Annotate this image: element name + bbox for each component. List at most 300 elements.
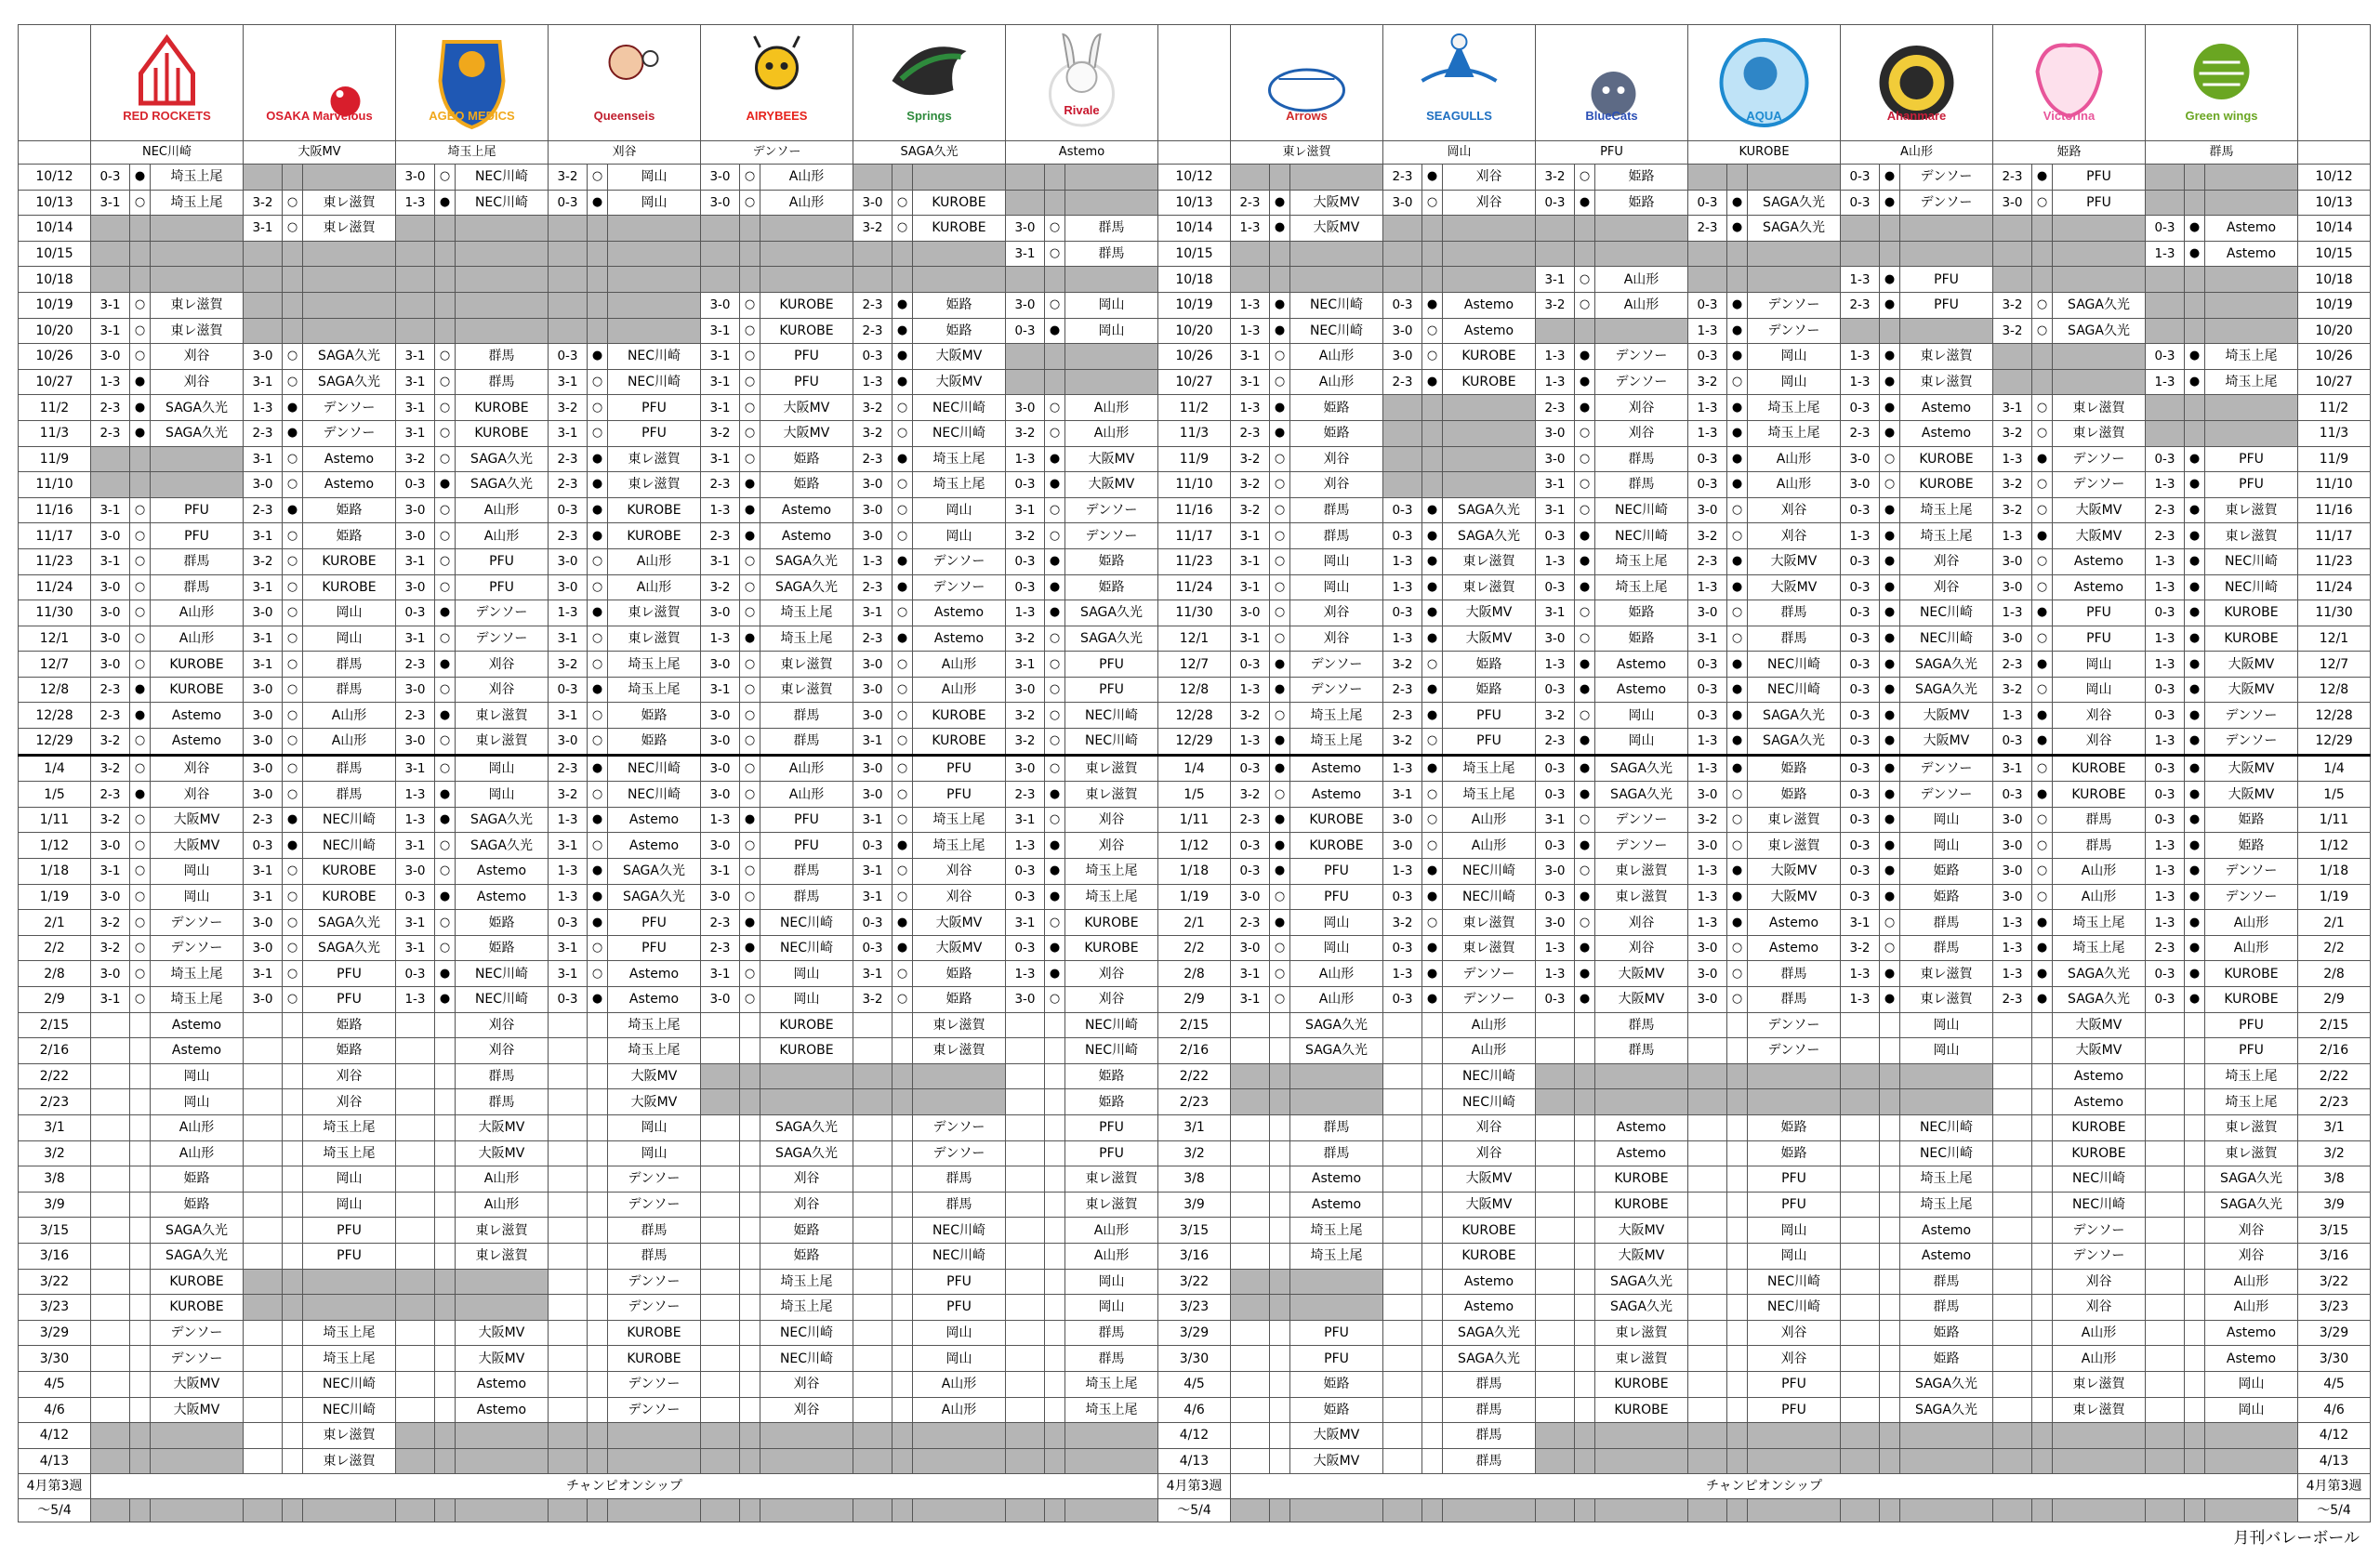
score-cell: 0-3 — [1688, 652, 1727, 678]
score-cell — [1688, 1218, 1727, 1244]
result-mark — [740, 1371, 760, 1397]
result-mark — [130, 1012, 151, 1038]
date-cell: 4/12 — [19, 1423, 91, 1449]
score-cell: 2-3 — [2146, 497, 2185, 523]
blank-cell — [1595, 1063, 1688, 1089]
blank-cell — [1688, 1448, 1727, 1474]
opponent-cell: デンソー — [1065, 497, 1158, 523]
blank-cell — [2185, 165, 2205, 191]
date-cell-mid: 12/28 — [1158, 703, 1231, 729]
result-mark: ○ — [1045, 807, 1065, 833]
result-mark — [1727, 1269, 1748, 1295]
opponent-cell: Astemo — [913, 600, 1006, 626]
result-mark: ● — [1727, 190, 1748, 216]
opponent-cell: 埼玉上尾 — [1900, 1192, 1993, 1218]
result-mark — [740, 1320, 760, 1346]
score-cell — [396, 1063, 435, 1089]
blank-cell — [1595, 1089, 1688, 1115]
opponent-cell: 大阪MV — [913, 344, 1006, 370]
blank-cell — [608, 241, 701, 267]
date-cell-mid: 1/5 — [1158, 782, 1231, 808]
result-mark: ● — [740, 523, 760, 549]
championship-label: チャンピオンシップ — [1231, 1474, 2298, 1499]
blank-cell — [1422, 1499, 1443, 1522]
score-cell: 3-1 — [396, 833, 435, 859]
score-cell: 1-3 — [1688, 574, 1727, 600]
score-cell — [1231, 1114, 1270, 1140]
result-mark: ○ — [283, 782, 303, 808]
score-cell: 0-3 — [1006, 472, 1045, 498]
result-mark: ○ — [283, 626, 303, 652]
score-cell — [1993, 1166, 2032, 1193]
team-logo-6 — [1006, 25, 1157, 140]
blank-cell — [1290, 1295, 1383, 1321]
result-mark: ● — [1727, 652, 1748, 678]
score-cell — [1993, 1243, 2032, 1269]
result-mark: ○ — [435, 859, 456, 885]
result-mark — [1575, 1192, 1595, 1218]
result-mark — [1422, 1063, 1443, 1089]
date-cell: 3/9 — [2298, 1192, 2371, 1218]
date-cell: 11/23 — [19, 548, 91, 574]
opponent-cell: デンソー — [1748, 292, 1841, 318]
score-cell: 0-3 — [1841, 782, 1880, 808]
score-cell — [701, 1397, 740, 1423]
date-cell-mid: 4/12 — [1158, 1423, 1231, 1449]
opponent-cell: NEC川崎 — [760, 935, 853, 961]
result-mark — [1575, 1243, 1595, 1269]
opponent-cell: NEC川崎 — [2205, 574, 2298, 600]
result-mark — [588, 1346, 608, 1372]
week-end-label: ～5/4 — [1158, 1499, 1231, 1522]
score-cell: 3-0 — [853, 497, 892, 523]
date-cell: 11/10 — [19, 472, 91, 498]
score-cell — [1688, 1346, 1727, 1372]
result-mark — [435, 1038, 456, 1064]
blank-cell — [1006, 344, 1045, 370]
score-cell: 0-3 — [1006, 574, 1045, 600]
result-mark: ● — [2185, 344, 2205, 370]
score-cell — [1383, 1371, 1422, 1397]
score-cell — [396, 1038, 435, 1064]
result-mark: ● — [1880, 548, 1900, 574]
score-cell: 0-3 — [1841, 600, 1880, 626]
score-cell — [244, 1192, 283, 1218]
blank-cell — [740, 267, 760, 293]
score-cell: 3-1 — [549, 420, 588, 446]
score-cell: 3-0 — [549, 574, 588, 600]
result-mark: ○ — [588, 574, 608, 600]
opponent-cell: KUROBE — [1595, 1371, 1688, 1397]
result-mark: ● — [435, 782, 456, 808]
opponent-cell: 埼玉上尾 — [2053, 935, 2146, 961]
result-mark: ● — [1880, 574, 1900, 600]
score-cell: 1-3 — [1536, 369, 1575, 395]
result-mark: ○ — [1727, 961, 1748, 987]
table-row — [19, 1295, 2371, 1321]
blank-cell — [1270, 1295, 1290, 1321]
score-cell — [701, 1346, 740, 1372]
opponent-cell: KUROBE — [1290, 807, 1383, 833]
score-cell: 0-3 — [2146, 755, 2185, 782]
score-cell — [244, 1012, 283, 1038]
blank-cell — [130, 1448, 151, 1474]
result-mark — [1422, 1140, 1443, 1166]
score-cell — [549, 1140, 588, 1166]
result-mark — [740, 1346, 760, 1372]
score-cell — [1688, 1038, 1727, 1064]
result-mark: ● — [892, 292, 913, 318]
opponent-cell: 刈谷 — [151, 782, 244, 808]
score-cell — [549, 1218, 588, 1244]
result-mark: ● — [2185, 369, 2205, 395]
date-cell-mid: 10/18 — [1158, 267, 1231, 293]
opponent-cell: 岡山 — [913, 523, 1006, 549]
score-cell — [2146, 1063, 2185, 1089]
result-mark: ○ — [1270, 703, 1290, 729]
result-mark: ● — [1727, 344, 1748, 370]
score-cell — [244, 1423, 283, 1449]
result-mark: ● — [130, 369, 151, 395]
score-cell: 3-1 — [396, 395, 435, 421]
result-mark — [1880, 1192, 1900, 1218]
result-mark: ● — [892, 833, 913, 859]
opponent-cell: Astemo — [1290, 1166, 1383, 1193]
result-mark: ○ — [1575, 292, 1595, 318]
team-logo-2 — [396, 25, 548, 140]
score-cell — [1841, 1243, 1880, 1269]
blank-cell — [740, 1089, 760, 1115]
opponent-cell: 岡山 — [1065, 1269, 1158, 1295]
blank-cell — [244, 1499, 283, 1522]
result-mark: ○ — [588, 395, 608, 421]
blank-cell — [1575, 318, 1595, 344]
score-cell: 2-3 — [853, 446, 892, 472]
blank-cell — [244, 318, 283, 344]
table-row — [19, 344, 2371, 370]
opponent-cell: 群馬 — [1290, 1114, 1383, 1140]
result-mark: ○ — [1727, 626, 1748, 652]
blank-cell — [1727, 165, 1748, 191]
blank-cell — [1880, 1063, 1900, 1089]
result-mark: ● — [740, 935, 760, 961]
result-mark: ● — [1880, 369, 1900, 395]
score-cell: 0-3 — [1536, 755, 1575, 782]
opponent-cell: 埼玉上尾 — [303, 1320, 396, 1346]
result-mark: ● — [892, 574, 913, 600]
score-cell — [1993, 1371, 2032, 1397]
result-mark: ● — [740, 626, 760, 652]
score-cell — [701, 1166, 740, 1193]
date-cell-mid: 11/24 — [1158, 574, 1231, 600]
opponent-cell: A山形 — [1443, 1038, 1536, 1064]
result-mark — [1880, 1243, 1900, 1269]
blank-cell — [151, 1448, 244, 1474]
score-cell: 2-3 — [244, 807, 283, 833]
result-mark — [1422, 1295, 1443, 1321]
opponent-cell: 姫路 — [1443, 652, 1536, 678]
opponent-cell: SAGA久光 — [1443, 1346, 1536, 1372]
date-cell: 2/1 — [2298, 910, 2371, 936]
result-mark: ○ — [892, 807, 913, 833]
opponent-cell: NEC川崎 — [2053, 1166, 2146, 1193]
score-cell: 3-2 — [1231, 703, 1270, 729]
score-cell — [1231, 1192, 1270, 1218]
blank-cell — [892, 165, 913, 191]
result-mark — [1270, 1166, 1290, 1193]
opponent-cell: A山形 — [151, 1114, 244, 1140]
result-mark: ● — [1270, 420, 1290, 446]
date-cell: 2/9 — [19, 987, 91, 1013]
score-cell: 0-3 — [1841, 703, 1880, 729]
score-cell — [1841, 1166, 1880, 1193]
result-mark: ● — [1270, 729, 1290, 756]
score-cell — [1383, 1269, 1422, 1295]
opponent-cell: A山形 — [1065, 1243, 1158, 1269]
opponent-cell: A山形 — [2205, 935, 2298, 961]
score-cell: 3-1 — [1536, 497, 1575, 523]
result-mark: ● — [1422, 859, 1443, 885]
result-mark: ○ — [1575, 807, 1595, 833]
opponent-cell: PFU — [608, 935, 701, 961]
result-mark: ○ — [740, 165, 760, 191]
score-cell: 3-0 — [1383, 807, 1422, 833]
opponent-cell: KUROBE — [1065, 910, 1158, 936]
opponent-cell: 群馬 — [1595, 1012, 1688, 1038]
blank-cell — [1993, 1448, 2032, 1474]
result-mark — [1880, 1346, 1900, 1372]
result-mark: ○ — [1880, 935, 1900, 961]
result-mark — [1045, 1243, 1065, 1269]
score-cell: 3-1 — [701, 395, 740, 421]
blank-cell — [1595, 1448, 1688, 1474]
result-mark: ○ — [435, 677, 456, 703]
blank-cell — [1841, 1063, 1880, 1089]
date-cell: 11/9 — [2298, 446, 2371, 472]
score-cell — [1231, 1243, 1270, 1269]
blank-cell — [608, 1448, 701, 1474]
opponent-cell: Astemo — [1748, 910, 1841, 936]
blank-cell — [892, 1448, 913, 1474]
team-logo-11 — [1841, 25, 1992, 140]
blank-cell — [1727, 1089, 1748, 1115]
result-mark: ● — [1880, 755, 1900, 782]
score-cell — [1006, 1114, 1045, 1140]
opponent-cell: 埼玉上尾 — [1595, 548, 1688, 574]
score-cell — [1231, 1448, 1270, 1474]
opponent-cell: KUROBE — [1443, 344, 1536, 370]
opponent-cell: デンソー — [303, 395, 396, 421]
blank-cell — [1270, 165, 1290, 191]
opponent-cell: 刈谷 — [2205, 1243, 2298, 1269]
blank-cell — [1422, 472, 1443, 498]
opponent-cell: 埼玉上尾 — [608, 1012, 701, 1038]
result-mark: ○ — [283, 369, 303, 395]
blank-cell — [1727, 267, 1748, 293]
result-mark — [892, 1114, 913, 1140]
blank-cell — [1595, 241, 1688, 267]
opponent-cell: 刈谷 — [2053, 729, 2146, 756]
opponent-cell: 群馬 — [303, 677, 396, 703]
score-cell: 3-1 — [396, 755, 435, 782]
opponent-cell: A山形 — [2053, 859, 2146, 885]
score-cell: 1-3 — [396, 190, 435, 216]
score-cell: 1-3 — [1006, 961, 1045, 987]
opponent-cell: 刈谷 — [1443, 1140, 1536, 1166]
score-cell: 3-2 — [1006, 729, 1045, 756]
opponent-cell: SAGA久光 — [1595, 782, 1688, 808]
blank-cell — [396, 1423, 435, 1449]
score-cell: 0-3 — [1383, 884, 1422, 910]
blank-cell — [1443, 216, 1536, 242]
result-mark: ○ — [740, 961, 760, 987]
date-cell-mid: 2/22 — [1158, 1063, 1231, 1089]
result-mark — [1045, 1140, 1065, 1166]
result-mark — [283, 1346, 303, 1372]
opponent-cell: 姫路 — [303, 1038, 396, 1064]
score-cell — [1841, 1140, 1880, 1166]
result-mark: ● — [130, 703, 151, 729]
score-cell: 3-0 — [1841, 446, 1880, 472]
blank-cell — [1688, 267, 1727, 293]
score-cell — [1841, 1038, 1880, 1064]
opponent-cell: 大阪MV — [1065, 472, 1158, 498]
opponent-cell: 刈谷 — [1443, 165, 1536, 191]
score-cell: 3-2 — [1231, 782, 1270, 808]
blank-cell — [1575, 216, 1595, 242]
opponent-cell: A山形 — [2053, 884, 2146, 910]
team-name: Astemo — [1006, 141, 1158, 165]
date-cell: 2/15 — [19, 1012, 91, 1038]
opponent-cell: 姫路 — [303, 1012, 396, 1038]
date-cell: 10/27 — [19, 369, 91, 395]
score-cell: 3-1 — [1536, 600, 1575, 626]
score-cell: 3-2 — [1006, 626, 1045, 652]
score-cell — [396, 1192, 435, 1218]
result-mark — [740, 1295, 760, 1321]
score-cell: 3-0 — [853, 703, 892, 729]
opponent-cell: Astemo — [608, 807, 701, 833]
blank-cell — [2205, 1499, 2298, 1522]
result-mark — [1422, 1038, 1443, 1064]
result-mark — [2185, 1371, 2205, 1397]
opponent-cell: NEC川崎 — [1443, 859, 1536, 885]
blank-cell — [283, 1269, 303, 1295]
opponent-cell: 刈谷 — [2205, 1218, 2298, 1244]
result-mark: ○ — [1880, 472, 1900, 498]
result-mark: ● — [1422, 884, 1443, 910]
opponent-cell: 姫路 — [913, 961, 1006, 987]
result-mark — [1727, 1320, 1748, 1346]
score-cell — [244, 1063, 283, 1089]
result-mark: ● — [892, 446, 913, 472]
score-cell: 1-3 — [1536, 961, 1575, 987]
table-row — [19, 1166, 2371, 1193]
result-mark: ○ — [1422, 318, 1443, 344]
score-cell: 1-3 — [2146, 369, 2185, 395]
result-mark: ○ — [892, 987, 913, 1013]
date-cell: 4/5 — [2298, 1371, 2371, 1397]
score-cell: 3-1 — [244, 446, 283, 472]
opponent-cell: PFU — [2205, 1038, 2298, 1064]
opponent-cell: 群馬 — [456, 344, 549, 370]
opponent-cell: A山形 — [2205, 1269, 2298, 1295]
score-cell — [1006, 1320, 1045, 1346]
opponent-cell: デンソー — [2205, 884, 2298, 910]
result-mark — [588, 1038, 608, 1064]
score-cell — [1231, 1346, 1270, 1372]
opponent-cell: 姫路 — [1290, 1397, 1383, 1423]
score-cell: 1-3 — [244, 395, 283, 421]
date-cell: 11/24 — [19, 574, 91, 600]
opponent-cell: 刈谷 — [303, 1089, 396, 1115]
score-cell — [549, 1166, 588, 1193]
blank-cell — [2032, 267, 2053, 293]
blank-cell — [1575, 1448, 1595, 1474]
opponent-cell: 大阪MV — [1443, 1192, 1536, 1218]
result-mark: ● — [1045, 548, 1065, 574]
blank-cell — [1536, 1089, 1575, 1115]
score-cell — [1688, 1140, 1727, 1166]
opponent-cell: NEC川崎 — [608, 755, 701, 782]
opponent-cell: 埼玉上尾 — [1290, 1243, 1383, 1269]
blank-cell — [91, 216, 130, 242]
result-mark: ○ — [130, 318, 151, 344]
result-mark: ● — [1880, 600, 1900, 626]
result-mark — [130, 1243, 151, 1269]
result-mark — [130, 1063, 151, 1089]
result-mark: ○ — [740, 833, 760, 859]
score-cell: 0-3 — [244, 833, 283, 859]
result-mark — [892, 1295, 913, 1321]
blank-cell — [1880, 1499, 1900, 1522]
opponent-cell: Astemo — [151, 1012, 244, 1038]
score-cell: 2-3 — [853, 574, 892, 600]
result-mark: ○ — [283, 935, 303, 961]
opponent-cell: 刈谷 — [1065, 987, 1158, 1013]
date-cell-mid: 3/8 — [1158, 1166, 1231, 1193]
opponent-cell: Astemo — [1595, 1114, 1688, 1140]
score-cell: 2-3 — [396, 652, 435, 678]
table-row — [19, 833, 2371, 859]
date-cell: 2/2 — [19, 935, 91, 961]
opponent-cell: Astemo — [1595, 652, 1688, 678]
blank-cell — [1383, 1499, 1422, 1522]
score-cell: 3-2 — [1993, 677, 2032, 703]
opponent-cell: 大阪MV — [913, 935, 1006, 961]
result-mark: ● — [435, 190, 456, 216]
opponent-cell: デンソー — [1595, 807, 1688, 833]
opponent-cell: KUROBE — [1900, 446, 1993, 472]
opponent-cell: SAGA久光 — [303, 935, 396, 961]
score-cell — [853, 1371, 892, 1397]
result-mark: ● — [1045, 935, 1065, 961]
blank-cell — [2185, 318, 2205, 344]
opponent-cell: デンソー — [1748, 1038, 1841, 1064]
score-cell: 3-0 — [1231, 884, 1270, 910]
blank-cell — [1993, 369, 2032, 395]
result-mark: ● — [1422, 935, 1443, 961]
score-cell — [853, 1346, 892, 1372]
result-mark: ● — [1880, 292, 1900, 318]
opponent-cell: 群馬 — [303, 782, 396, 808]
blank-cell — [151, 1423, 244, 1449]
opponent-cell: 東レ滋賀 — [608, 472, 701, 498]
score-cell: 3-0 — [1841, 472, 1880, 498]
score-cell: 3-0 — [91, 961, 130, 987]
opponent-cell: 岡山 — [1900, 1038, 1993, 1064]
blank-cell — [608, 1499, 701, 1522]
